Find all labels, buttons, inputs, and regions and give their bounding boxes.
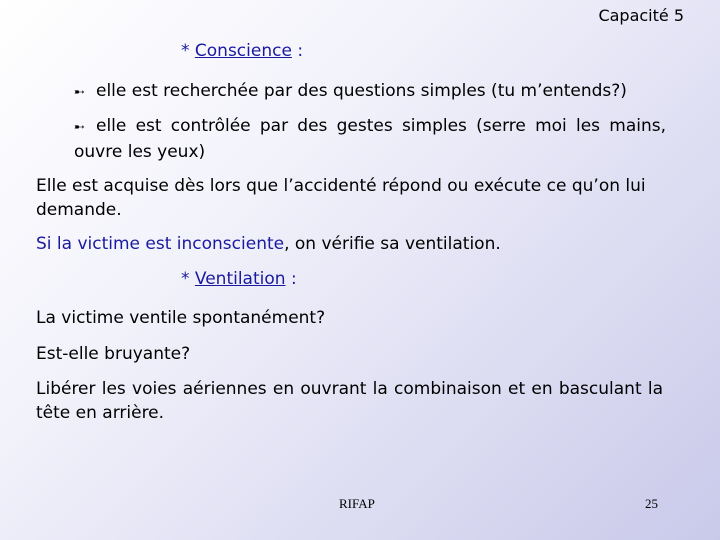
- footer-label: RIFAP: [339, 496, 375, 511]
- section-heading-conscience: [181, 41, 303, 61]
- section-colon: :: [297, 41, 304, 61]
- section-star: *: [181, 41, 190, 61]
- paragraph-unconscious: [36, 232, 676, 256]
- section-heading-ventilation: [181, 269, 297, 289]
- paragraph-consciousness: Elle est acquise dès lors que l’accidenté répond ou exécute ce qu’on lui demande.: [36, 176, 646, 220]
- bullet-text: elle est recherchée par des questions simples (tu m’entends?): [96, 81, 627, 101]
- slide-header: Capacité 5: [598, 6, 684, 25]
- section-label: Conscience: [194, 41, 292, 61]
- arrow-bullet-icon: ➸: [74, 85, 85, 100]
- paragraph-noisy: Est-elle bruyante?: [36, 344, 191, 364]
- paragraph-text: , on vérifie sa ventilation.: [284, 234, 501, 254]
- section-colon: :: [290, 269, 297, 289]
- arrow-bullet-icon: ➸: [74, 120, 85, 135]
- section-label: Ventilation: [194, 269, 286, 289]
- page-number: 25: [645, 496, 658, 511]
- paragraph-airway: Libérer les voies aériennes en ouvrant la combinaison et en basculant la tête en arrière.: [36, 379, 663, 423]
- section-star: *: [181, 269, 190, 289]
- highlight-text: Si la victime est inconsciente: [36, 234, 285, 254]
- bullet-text: elle est contrôlée par des gestes simples (serre moi les mains, ouvre les yeux): [74, 116, 666, 162]
- bullet-item-1: [74, 79, 684, 105]
- paragraph-spontaneous: La victime ventile spontanément?: [36, 308, 326, 328]
- bullet-item-2: [74, 114, 666, 164]
